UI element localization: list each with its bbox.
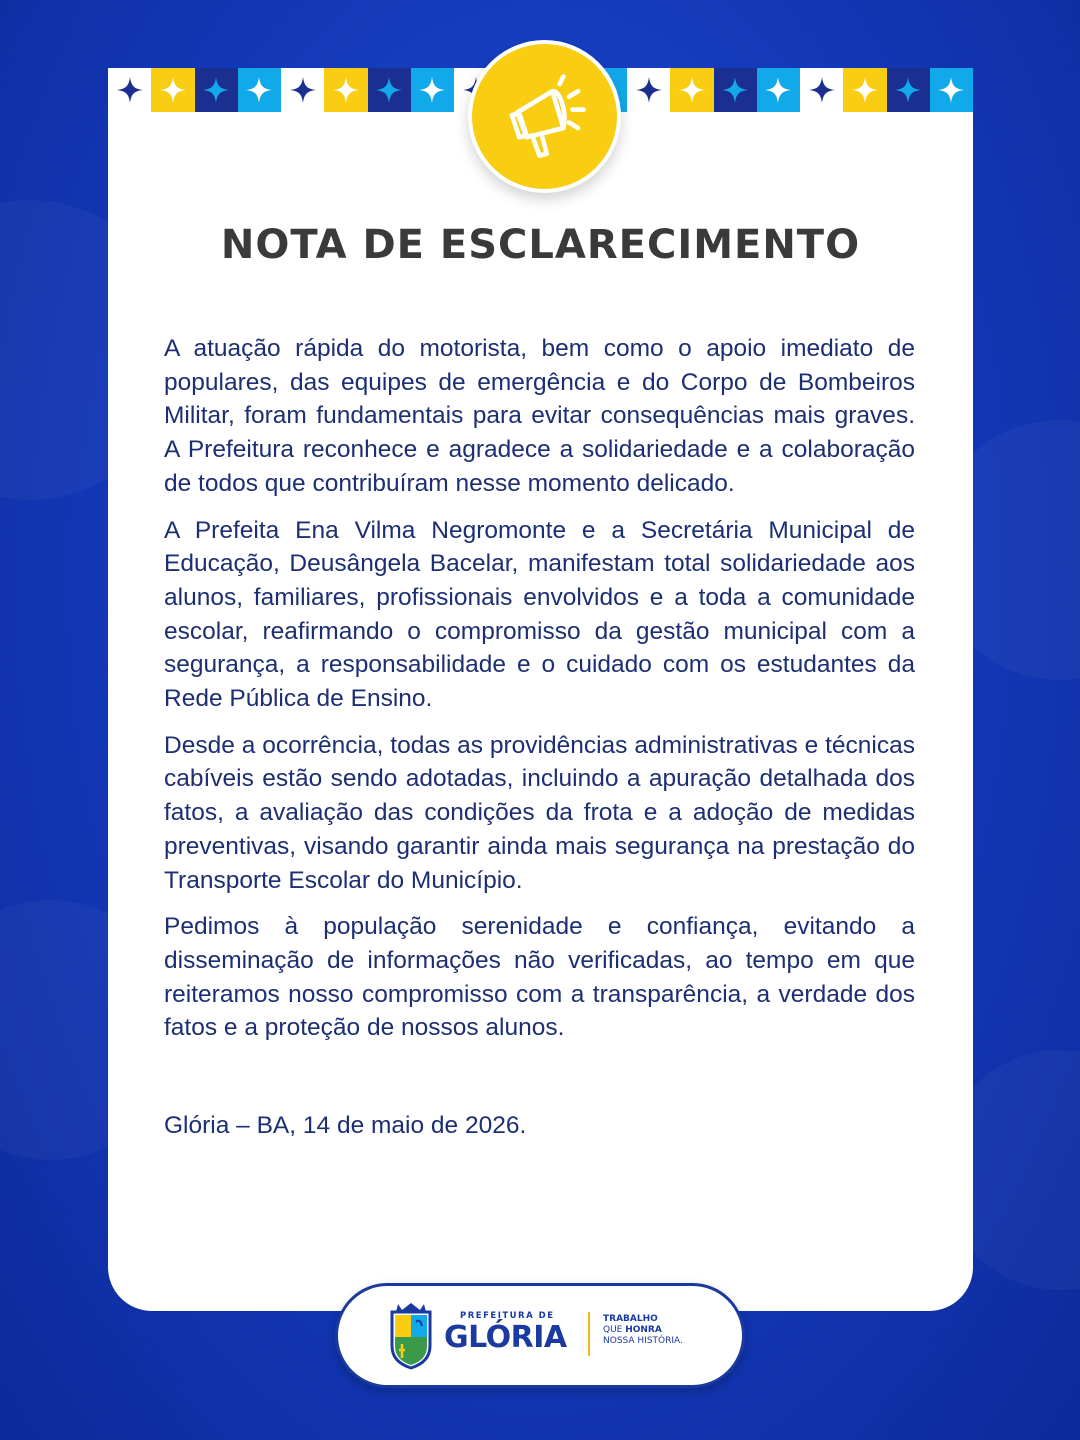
pattern-tile bbox=[411, 68, 454, 112]
logo-slogan bbox=[603, 1314, 683, 1347]
slogan-line: QUE bbox=[603, 1325, 626, 1335]
slogan-line: NOSSA HISTÓRIA. bbox=[603, 1336, 683, 1346]
pattern-tile bbox=[887, 68, 930, 112]
four-point-star-icon bbox=[160, 77, 186, 103]
paragraph: A atuação rápida do motorista, bem como o apoio imediato de populares, das equipes de emergência e do Corpo de Bombeiros Militar, foram fundamentais para evitar consequências mais graves. A Prefeitura reconhece e agradece a solidariedade e a colaboração de todos que contribuíram nesse momento delicado. bbox=[164, 335, 915, 497]
four-point-star-icon bbox=[246, 77, 272, 103]
logo-city-name: GLÓRIA bbox=[444, 1320, 567, 1355]
pattern-tile bbox=[108, 68, 151, 112]
pattern-tile bbox=[714, 68, 757, 112]
pattern-tile bbox=[368, 68, 411, 112]
slogan-line: TRABALHO bbox=[603, 1314, 658, 1324]
four-point-star-icon bbox=[765, 77, 791, 103]
pattern-tile bbox=[151, 68, 194, 112]
four-point-star-icon bbox=[333, 77, 359, 103]
notice-body bbox=[164, 332, 915, 1058]
megaphone-badge bbox=[468, 40, 621, 193]
paragraph: Desde a ocorrência, todas as providências administrativas e técnicas cabíveis estão sendo adotadas, incluindo a apuração detalhada dos fatos, a avaliação das condições da frota e a adoção de medidas preventivas, visando garantir ainda mais segurança na prestação do Transporte Escolar do Município. bbox=[164, 731, 915, 894]
pattern-tile bbox=[324, 68, 367, 112]
pattern-tile bbox=[281, 68, 324, 112]
four-point-star-icon bbox=[938, 77, 964, 103]
four-point-star-icon bbox=[203, 77, 229, 103]
four-point-star-icon bbox=[722, 77, 748, 103]
pattern-tile bbox=[757, 68, 800, 112]
pattern-tile bbox=[843, 68, 886, 112]
pattern-tile bbox=[627, 68, 670, 112]
pattern-tile bbox=[800, 68, 843, 112]
four-point-star-icon bbox=[376, 77, 402, 103]
pattern-tile bbox=[670, 68, 713, 112]
four-point-star-icon bbox=[809, 77, 835, 103]
four-point-star-icon bbox=[636, 77, 662, 103]
logo-small-text: PREFEITURA DE bbox=[460, 1311, 555, 1321]
four-point-star-icon bbox=[419, 77, 445, 103]
page-title: NOTA DE ESCLARECIMENTO bbox=[220, 222, 861, 268]
four-point-star-icon bbox=[895, 77, 921, 103]
signoff-date: Glória – BA, 14 de maio de 2026. bbox=[164, 1112, 527, 1139]
paragraph: A Prefeita Ena Vilma Negromonte e a Secretária Municipal de Educação, Deusângela Bacelar, manifestam total solidariedade aos alunos, familiares, profissionais envolvidos e a toda a comunidade escolar, reafirmando o compromisso da gestão municipal com a segurança, a responsabilidade e o cuidado com os estudantes da Rede Pública de Ensino. bbox=[164, 516, 915, 713]
pattern-tile bbox=[238, 68, 281, 112]
pattern-tile bbox=[195, 68, 238, 112]
four-point-star-icon bbox=[117, 77, 143, 103]
four-point-star-icon bbox=[679, 77, 705, 103]
logo-divider bbox=[588, 1312, 590, 1356]
four-point-star-icon bbox=[290, 77, 316, 103]
paragraph: Pedimos à população serenidade e confiança, evitando a disseminação de informações não verificadas, ao tempo em que reiteramos nosso compromisso com a transparência, a verdade dos fatos e a proteção de nossos alunos. bbox=[164, 913, 915, 1042]
slogan-emphasis: HONRA bbox=[625, 1325, 662, 1335]
four-point-star-icon bbox=[852, 77, 878, 103]
city-logo bbox=[335, 1283, 745, 1388]
pattern-tile bbox=[930, 68, 973, 112]
megaphone-icon bbox=[499, 71, 591, 163]
crest-icon bbox=[388, 1300, 434, 1370]
